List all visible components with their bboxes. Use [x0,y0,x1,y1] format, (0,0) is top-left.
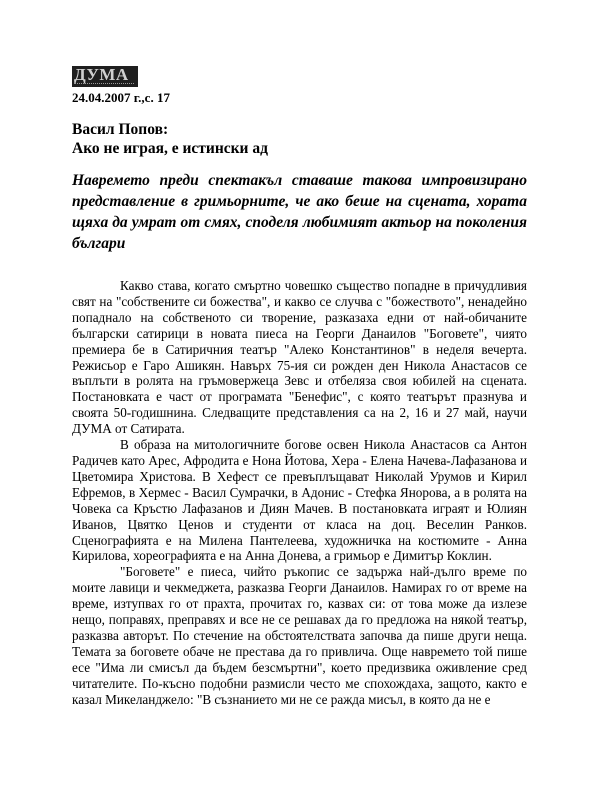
dateline: 24.04.2007 г.,с. 17 [72,90,170,105]
logo-text: ДУМА [74,66,129,84]
article-title: Ако не играя, е истински ад [72,140,268,157]
paragraph-1: Какво става, когато смъртно човешко същество попадне в причудливия свят на "собствените си божества", и какво се случва с "божеството", ненадейно попаднало на собственото си творение, разказаха едни от най-обичаните български сатирици в новата пиеса на Георги Данаилов "Боговете", чиято премиера бе в Сатиричния театър "Алеко Константинов" в неделя вечерта. Режисьор е Гаро Ашикян. Навърх 75-ия си рожден ден Никола Анастасов се въплъти в ролята на гръмовержеца Зевс и отбеляза своя юбилей на сцената. Постановката е част от програмата "Бенефис", с която театърът празнува и своята 50-годишнина. Следващите представления са на 2, 16 и 27 май, научи ДУМА от Сатирата. [72,278,527,437]
paragraph-3: "Боговете" е пиеса, чийто ръкопис се задържа най-дълго време по моите лавици и чекмеджета, разказва Георги Данаилов. Намирах го от време на време, изтупвах го от прахта, прочитах го, казвах си: от това може да излезе нещо, поправях, преправях и все не се решавах да го предложа на някой театър, разказва авторът. По стечение на обстоятелствата започва да пише други неща. Темата за боговете обаче не престава да го привлича. Още навремето той пише есе "Има ли смисъл да бъдем безсмъртни", което предизвика оживление сред читателите. По-късно подобни размисли често ме спохождаха, защото, както е казал Микеланджело: "В съзнанието ми не се ражда мисъл, в която да не е [72,564,527,707]
duma-logo [72,66,138,87]
paragraph-2: В образа на митологичните богове освен Никола Анастасов са Антон Радичев като Арес, Афродита е Нона Йотова, Хера - Елена Начева-Лафазанова и Цветомира Христова. В Хефест се превъплъщават Николай Урумов и Кирил Ефремов, в Хермес - Васил Сумрачки, в Адонис - Стефка Янорова, а в ролята на Човека са Кръстю Лафазанов и Диян Мачев. В постановката играят и Юлиян Иванов, Цвятко Ценов и студенти от класа на доц. Веселин Ранков. Сценографията е на Милена Пантелеева, художничка на костюмите - Анна Кирилова, хореографията е на Анна Донева, а гримьор е Димитър Коклин. [72,437,527,564]
author-name: Васил Попов: [72,121,169,138]
article-body [72,278,527,707]
article-lead: Навремето преди спектакъл ставаше такова импровизирано представление в гримьорните, че ако беше на сцената, хората щяха да умрат от смях, споделя любимият актьор на поколения българи [72,172,527,252]
logo-underline [74,83,134,86]
